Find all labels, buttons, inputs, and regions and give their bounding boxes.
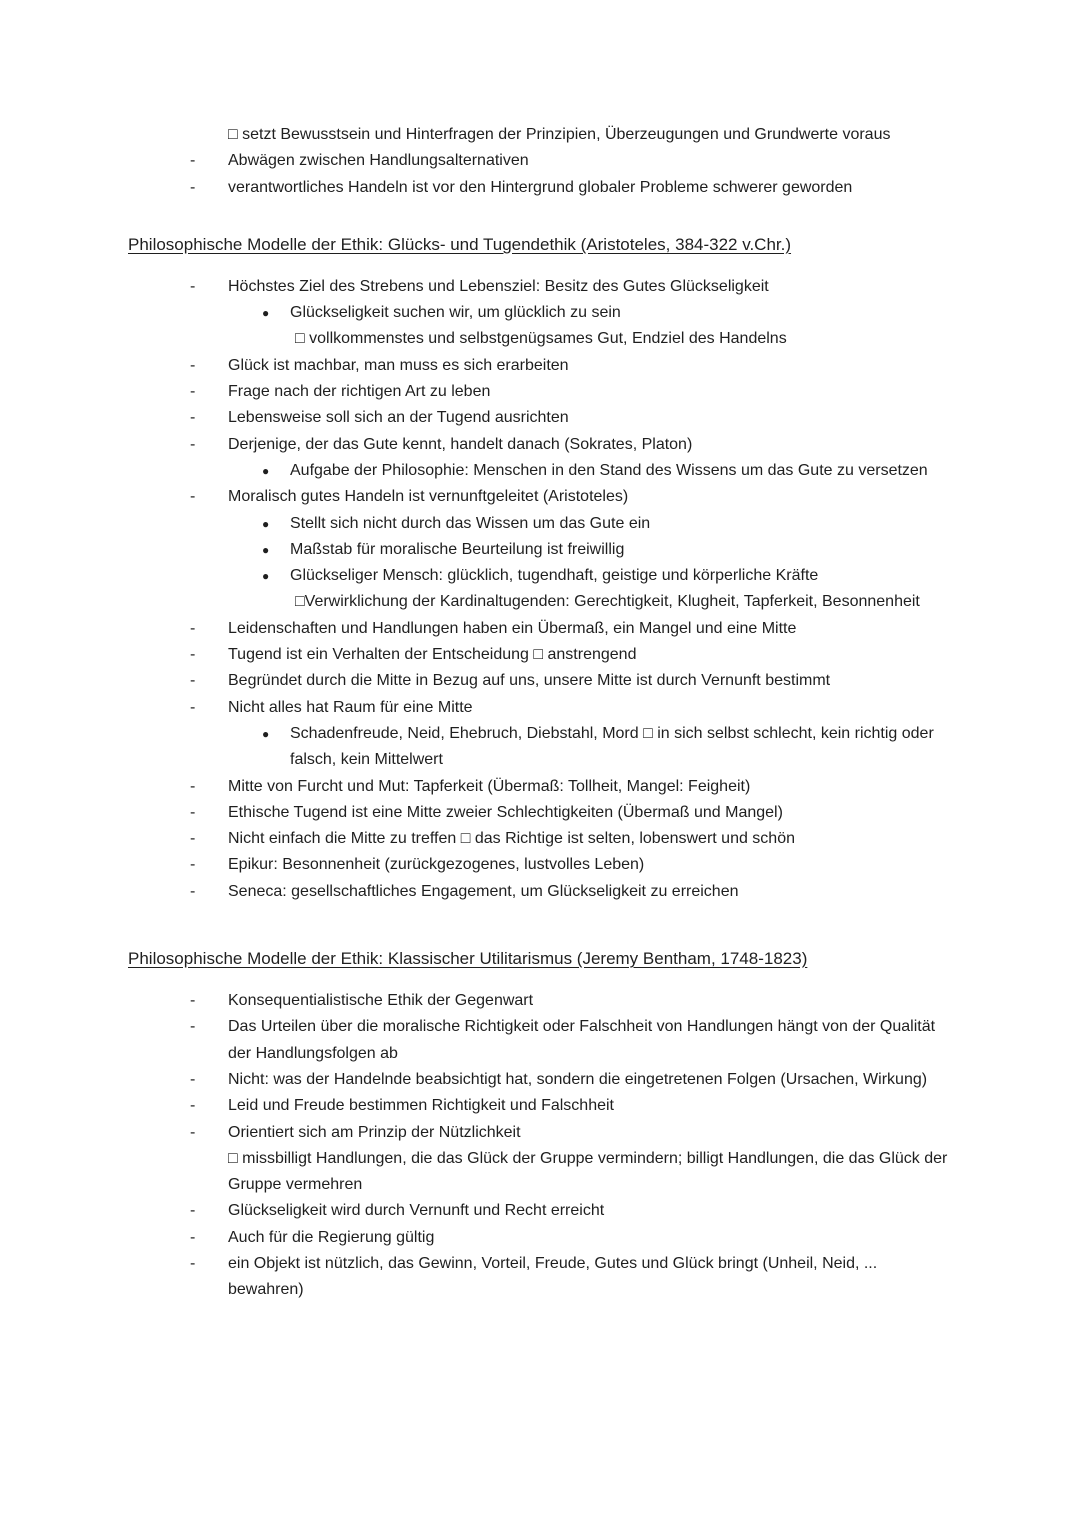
list-marker: -: [190, 1123, 196, 1141]
list-item-text: Mitte von Furcht und Mut: Tapferkeit (Übermaß: Tollheit, Mangel: Feigheit): [228, 777, 751, 795]
list-item-text: Moralisch gutes Handeln ist vernunftgeleitet (Aristoteles): [228, 488, 629, 506]
list-item: [128, 300, 952, 326]
list-item-text: Glück ist machbar, man muss es sich erarbeiten: [228, 356, 569, 374]
list-marker: -: [190, 152, 196, 170]
list-item-text: Ethische Tugend ist eine Mitte zweier Schlechtigkeiten (Übermaß und Mangel): [228, 803, 783, 821]
list-marker: -: [190, 882, 196, 900]
list-item-text: Derjenige, der das Gute kennt, handelt danach (Sokrates, Platon): [228, 435, 693, 453]
list-item-text: Tugend ist ein Verhalten der Entscheidung □ anstrengend: [228, 646, 637, 664]
list-item-text: Das Urteilen über die moralische Richtigkeit oder Falschheit von Handlungen hängt von der Qualität der Handlungsfolgen ab: [228, 1018, 936, 1062]
list-marker: -: [190, 777, 196, 795]
list-item: [128, 175, 952, 201]
list-item-text: verantwortliches Handeln ist vor den Hintergrund globaler Probleme schwerer geworden: [228, 178, 853, 196]
list-marker: -: [190, 178, 196, 196]
list-item: [128, 721, 952, 774]
list-marker: ●: [262, 306, 270, 321]
list-item: [128, 379, 952, 405]
list-item-text: Nicht: was der Handelnde beabsichtigt hat, sondern die eingetretenen Folgen (Ursachen, Wirkung): [228, 1070, 928, 1088]
list-item: [128, 148, 952, 174]
list-item: [128, 852, 952, 878]
list-item-text: □ missbilligt Handlungen, die das Glück der Gruppe vermindern; billigt Handlungen, die das Glück der Gruppe vermehren: [228, 1149, 948, 1194]
list-item-text: Leidenschaften und Handlungen haben ein Übermaß, ein Mangel und eine Mitte: [228, 619, 797, 637]
list-item: [128, 668, 952, 694]
list-item-text: Orientiert sich am Prinzip der Nützlichkeit: [228, 1123, 521, 1141]
list-marker: ●: [262, 463, 270, 478]
list-marker: -: [190, 356, 196, 374]
list-item-text: Abwägen zwischen Handlungsalternativen: [228, 152, 529, 170]
list-marker: -: [190, 1097, 196, 1115]
list-item: [128, 800, 952, 826]
list-item-text: □ setzt Bewusstsein und Hinterfragen der Prinzipien, Überzeugungen und Grundwerte voraus: [228, 126, 891, 143]
list-item: [128, 826, 952, 852]
list-item-text: Auch für die Regierung gültig: [228, 1228, 435, 1246]
list-marker: ●: [262, 516, 270, 531]
list-item-text: Glückseliger Mensch: glücklich, tugendhaft, geistige und körperliche Kräfte: [290, 567, 819, 585]
list-item-text: Nicht alles hat Raum für eine Mitte: [228, 698, 473, 716]
section-utilitarismus: [128, 945, 952, 1304]
section-heading: Philosophische Modelle der Ethik: Glücks- und Tugendethik (Aristoteles, 384-322 v.Chr.): [128, 234, 792, 254]
list-marker: -: [190, 672, 196, 690]
list-item: [128, 122, 952, 148]
section-list: [128, 988, 952, 1304]
list-marker: -: [190, 856, 196, 874]
list-item-text: Glückseligkeit wird durch Vernunft und Recht erreicht: [228, 1202, 605, 1220]
intro-list: [128, 122, 952, 201]
list-item: [128, 642, 952, 668]
list-item-text: □Verwirklichung der Kardinaltugenden: Gerechtigkeit, Klugheit, Tapferkeit, Besonnenheit: [295, 593, 920, 611]
list-item: [128, 695, 952, 721]
list-item: [128, 432, 952, 458]
list-marker: ●: [262, 569, 270, 584]
list-marker: -: [190, 830, 196, 848]
list-marker: -: [190, 383, 196, 401]
section-list: [128, 274, 952, 905]
list-marker: -: [190, 488, 196, 506]
list-marker: -: [190, 619, 196, 637]
list-item: [128, 511, 952, 537]
list-item: [128, 589, 952, 615]
list-item-text: Aufgabe der Philosophie: Menschen in den Stand des Wissens um das Gute zu versetzen: [290, 461, 928, 479]
list-item-text: Epikur: Besonnenheit (zurückgezogenes, lustvolles Leben): [228, 856, 645, 874]
list-item-text: Frage nach der richtigen Art zu leben: [228, 383, 491, 401]
list-item: [128, 1067, 952, 1093]
list-marker: -: [190, 1254, 196, 1272]
list-marker: ●: [262, 726, 270, 741]
list-item-text: Höchstes Ziel des Strebens und Lebensziel: Besitz des Gutes Glückseligkeit: [228, 277, 769, 295]
list-item: [128, 1146, 952, 1199]
list-item: [128, 353, 952, 379]
list-item-text: □ vollkommenstes und selbstgenügsames Gut, Endziel des Handelns: [295, 330, 787, 348]
list-marker: -: [190, 435, 196, 453]
list-item-text: Leid und Freude bestimmen Richtigkeit und Falschheit: [228, 1097, 614, 1115]
list-item-text: Begründet durch die Mitte in Bezug auf uns, unsere Mitte ist durch Vernunft bestimmt: [228, 672, 831, 690]
list-item: [128, 616, 952, 642]
list-item: [128, 988, 952, 1014]
list-item: [128, 774, 952, 800]
list-marker: -: [190, 1202, 196, 1220]
list-item: [128, 1014, 952, 1067]
list-marker: -: [190, 1018, 196, 1036]
list-marker: -: [190, 409, 196, 427]
list-item: [128, 405, 952, 431]
list-item: [128, 1093, 952, 1119]
list-item: [128, 1225, 952, 1251]
list-item-text: Maßstab für moralische Beurteilung ist freiwillig: [290, 540, 625, 558]
list-item-text: Seneca: gesellschaftliches Engagement, um Glückseligkeit zu erreichen: [228, 882, 739, 900]
list-item: [128, 1198, 952, 1224]
list-item: [128, 879, 952, 905]
list-marker: -: [190, 803, 196, 821]
list-item: [128, 326, 952, 352]
list-item: [128, 1251, 952, 1304]
list-item: [128, 563, 952, 589]
list-item: [128, 537, 952, 563]
list-marker: -: [190, 992, 196, 1010]
list-marker: -: [190, 1070, 196, 1088]
section-heading: Philosophische Modelle der Ethik: Klassischer Utilitarismus (Jeremy Bentham, 1748-1823): [128, 949, 808, 969]
section-tugendethik: [128, 231, 952, 905]
list-item: [128, 1120, 952, 1146]
list-item-text: ein Objekt ist nützlich, das Gewinn, Vorteil, Freude, Gutes und Glück bringt (Unheil, Neid, ... bewahren): [228, 1254, 878, 1299]
list-item-text: Nicht einfach die Mitte zu treffen □ das Richtige ist selten, lobenswert und schön: [228, 830, 795, 848]
list-marker: -: [190, 646, 196, 664]
list-item-text: Lebensweise soll sich an der Tugend ausrichten: [228, 409, 569, 427]
list-item-text: Glückseligkeit suchen wir, um glücklich zu sein: [290, 304, 621, 322]
list-marker: -: [190, 698, 196, 716]
list-item-text: Konsequentialistische Ethik der Gegenwart: [228, 992, 534, 1010]
list-marker: ●: [262, 542, 270, 557]
list-item: [128, 458, 952, 484]
list-item-text: Schadenfreude, Neid, Ehebruch, Diebstahl, Mord □ in sich selbst schlecht, kein richtig oder falsch, kein Mittelwert: [290, 724, 934, 769]
list-marker: -: [190, 1228, 196, 1246]
list-item-text: Stellt sich nicht durch das Wissen um das Gute ein: [290, 514, 651, 532]
list-item: [128, 484, 952, 510]
list-item: [128, 274, 952, 300]
list-marker: -: [190, 277, 196, 295]
